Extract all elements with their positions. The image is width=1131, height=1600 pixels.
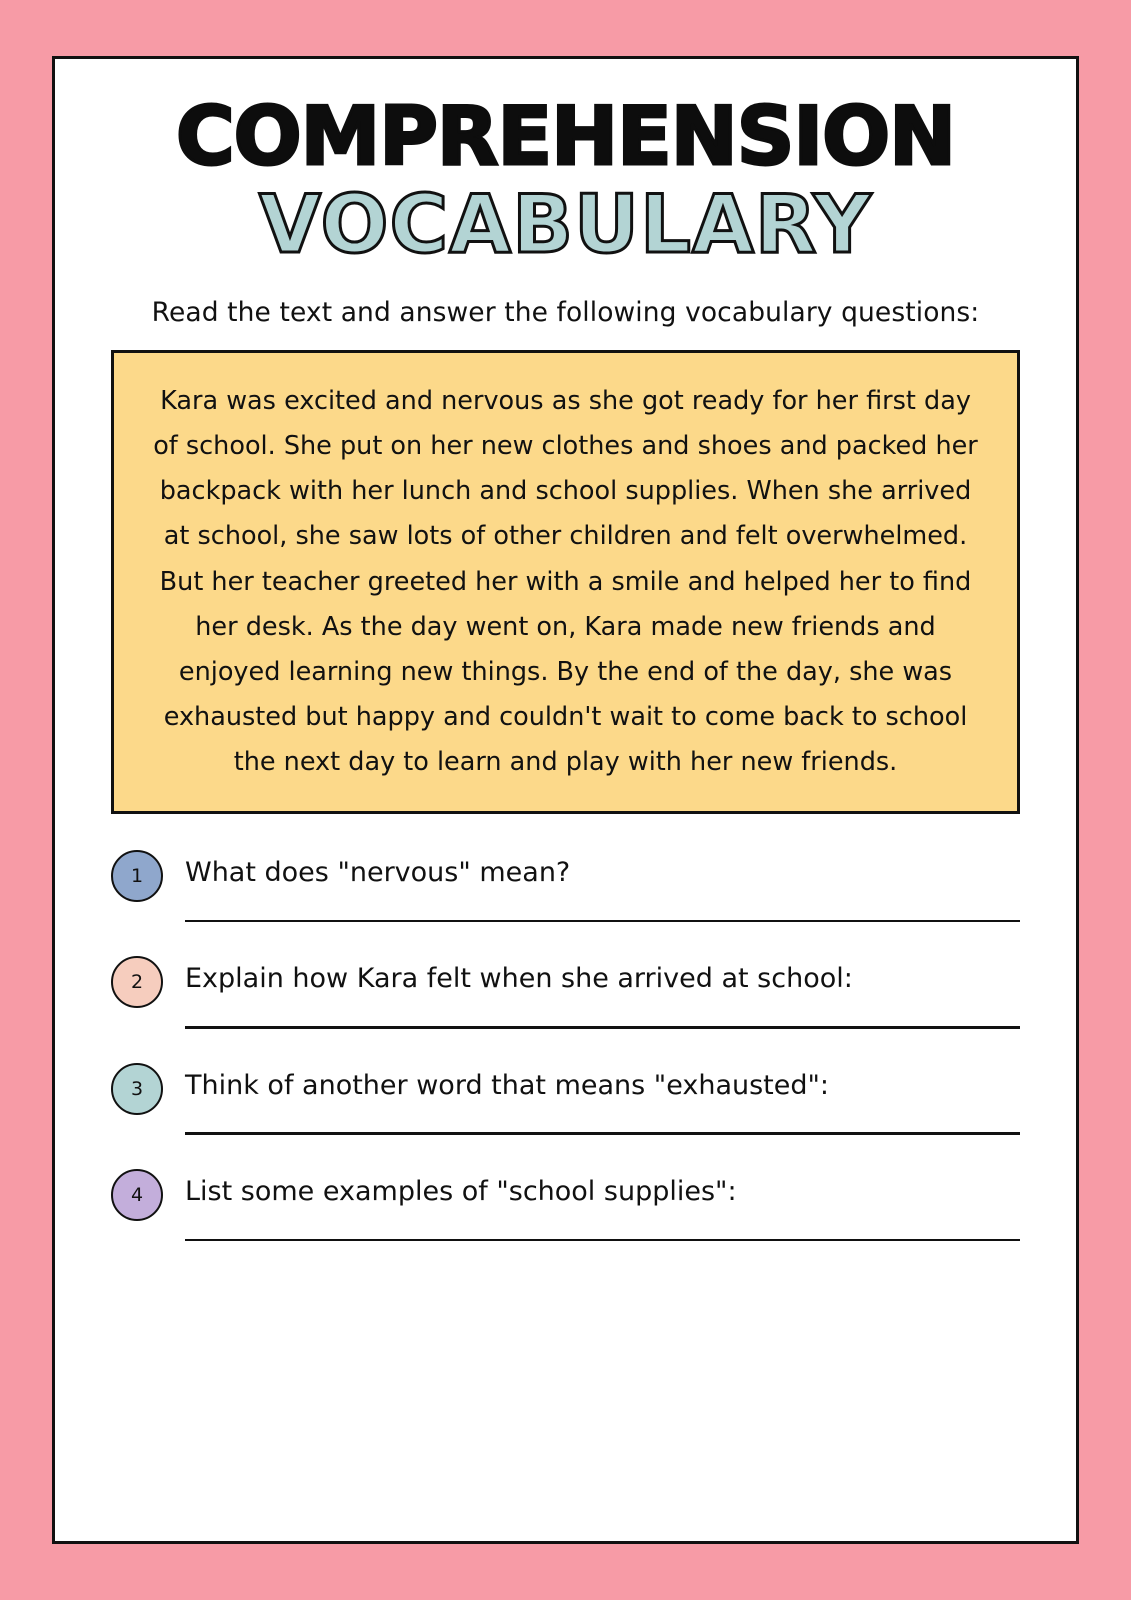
answer-line[interactable] (185, 920, 1020, 923)
question-body (185, 848, 1020, 922)
passage-text: Kara was excited and nervous as she got ready for her first day of school. She put on her new clothes and shoes and packed her backpack with her lunch and school supplies. When she arrived at school, she saw lots of other children and felt overwhelmed. But her teacher greeted her with a smile and helped her to find her desk. As the day went on, Kara made new friends and enjoyed learning new things. By the end of the day, she was exhausted but happy and couldn't wait to come back to school the next day to learn and play with her new friends. (153, 386, 978, 777)
page-title-sub: VOCABULARY (258, 178, 873, 271)
question-item (111, 954, 1020, 1028)
worksheet-sheet (52, 56, 1079, 1544)
question-item (111, 1167, 1020, 1241)
question-body (185, 1167, 1020, 1241)
questions-list (111, 848, 1020, 1241)
spacer (111, 928, 1020, 954)
question-text: Think of another word that means "exhausted": (185, 1069, 830, 1101)
spacer (111, 1141, 1020, 1167)
question-item (111, 848, 1020, 922)
answer-line[interactable] (185, 1026, 1020, 1029)
spacer (111, 1035, 1020, 1061)
question-number-badge: 3 (111, 1063, 163, 1115)
answer-line[interactable] (185, 1132, 1020, 1135)
answer-line[interactable] (185, 1239, 1020, 1242)
instruction-text: Read the text and answer the following vocabulary questions: (151, 297, 980, 328)
question-body (185, 954, 1020, 1028)
question-body (185, 1061, 1020, 1135)
page-title-main: COMPREHENSION (175, 90, 956, 183)
question-number-badge: 4 (111, 1169, 163, 1221)
passage-box (111, 350, 1020, 814)
question-item (111, 1061, 1020, 1135)
question-number-badge: 1 (111, 850, 163, 902)
question-text: What does "nervous" mean? (185, 857, 571, 889)
question-text: List some examples of "school supplies": (185, 1175, 737, 1207)
title-block (55, 59, 1076, 271)
question-text: Explain how Kara felt when she arrived at school: (185, 963, 853, 995)
question-number-badge: 2 (111, 956, 163, 1008)
